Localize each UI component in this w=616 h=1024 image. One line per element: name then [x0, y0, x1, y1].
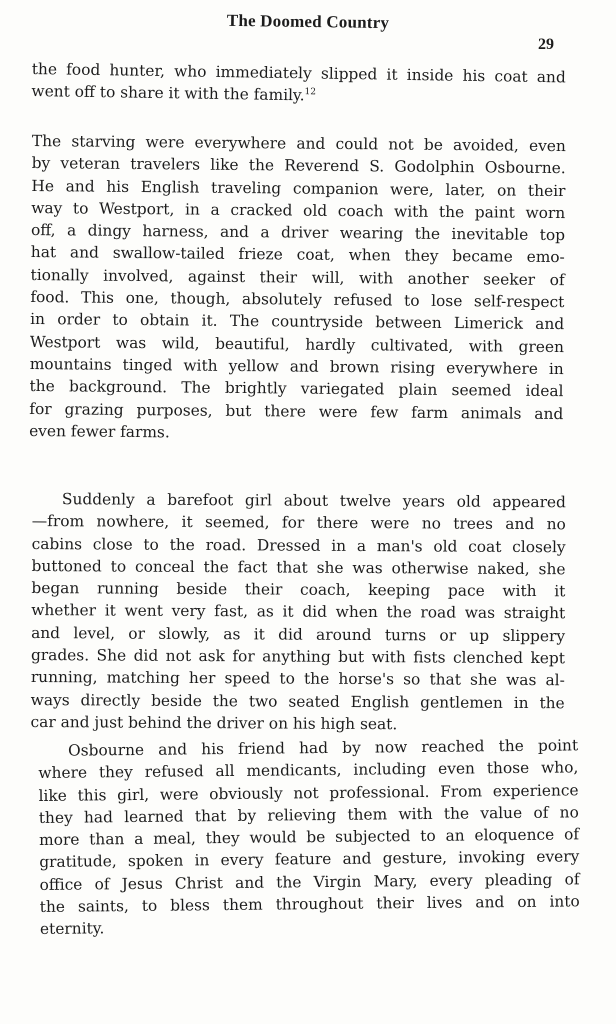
paragraph-starving: [29, 130, 566, 447]
text-line: the background. The brightly variegated plain seemed ideal: [29, 377, 564, 401]
text-line: Suddenly a barefoot girl about twelve years old appeared: [61, 490, 566, 512]
text-line: car and just behind the driver on his high seat.: [30, 712, 398, 734]
running-head-title: The Doomed Country: [226, 10, 390, 33]
text-line: food. This one, though, absolutely refused to lose self-respect: [30, 288, 565, 312]
text-line: they had learned that by relieving them with the value of no: [38, 803, 579, 827]
text-line: ways directly beside the two seated English gentlemen in the: [30, 690, 565, 712]
text-line: buttoned to conceal the fact that she was otherwise naked, she: [31, 556, 566, 579]
text-line: even fewer farms.: [29, 421, 170, 442]
text-line: off, a dingy harness, and a driver wearing the inevitable top: [30, 221, 566, 245]
text-line: gratitude, spoken in every feature and gesture, invoking every: [39, 847, 580, 872]
text-line: cabins close to the road. Dressed in a man's old coat closely: [31, 534, 566, 556]
text-line: grades. She did not ask for anything but with fists clenched kept: [30, 646, 566, 668]
text-line: and level, or slowly, as it did around turns or up slippery: [31, 623, 566, 646]
text-line: way to Westport, in a cracked old coach with the paint worn: [31, 198, 566, 223]
text-line: whether it went very fast, as it did when the road was straight: [31, 601, 566, 623]
text-line: like this girl, were obviously not professional. From experience: [38, 780, 579, 805]
text-line: eternity.: [39, 919, 105, 939]
text-line: more than a meal, they would be subjected to an eloquence of: [38, 825, 580, 850]
text-line: in order to obtain it. The countryside between Limerick and: [30, 310, 565, 334]
text-line: hat and swallow-tailed frieze coat, when they became emo-: [30, 243, 565, 267]
text-line: He and his English traveling companion were, later, on their: [31, 176, 566, 200]
text-line: by veteran travelers like the Reverend S. Godolphin Osbourne.: [31, 154, 566, 178]
text-line: office of Jesus Christ and the Virgin Mary, every pleading of: [39, 870, 580, 894]
text-line: went off to share it with the family.: [31, 82, 305, 105]
text-line: running, matching her speed to the horse's so that she was al-: [30, 668, 565, 690]
text-line: mountains tinged with yellow and brown rising everywhere in: [29, 354, 564, 379]
text-line: began running beside their coach, keeping pace with it: [31, 579, 566, 601]
paragraph-osbourne: [38, 734, 580, 940]
paragraph-continuation: [31, 58, 566, 111]
text-line: tionally involved, against their will, with another seeker of: [30, 265, 565, 289]
text-line: the food hunter, who immediately slipped it inside his coat and: [31, 59, 566, 87]
text-line: —from nowhere, it seemed, for there were no trees and no: [31, 512, 566, 534]
text-line: where they refused all mendicants, including even those who,: [38, 758, 579, 783]
text-line: Osbourne and his friend had by now reached the point: [68, 736, 579, 760]
footnote-reference: 12: [304, 87, 317, 98]
text-line: The starving were everywhere and could not be avoided, even: [31, 131, 566, 156]
paragraph-barefoot-girl: [31, 488, 566, 737]
text-line: Westport was wild, beautiful, hardly cultivated, with green: [29, 332, 565, 356]
text-line: the saints, to bless them throughout their lives and on into: [39, 892, 580, 917]
page-number: 29: [538, 36, 554, 53]
text-line: for grazing purposes, but there were few farm animals and: [29, 399, 564, 423]
